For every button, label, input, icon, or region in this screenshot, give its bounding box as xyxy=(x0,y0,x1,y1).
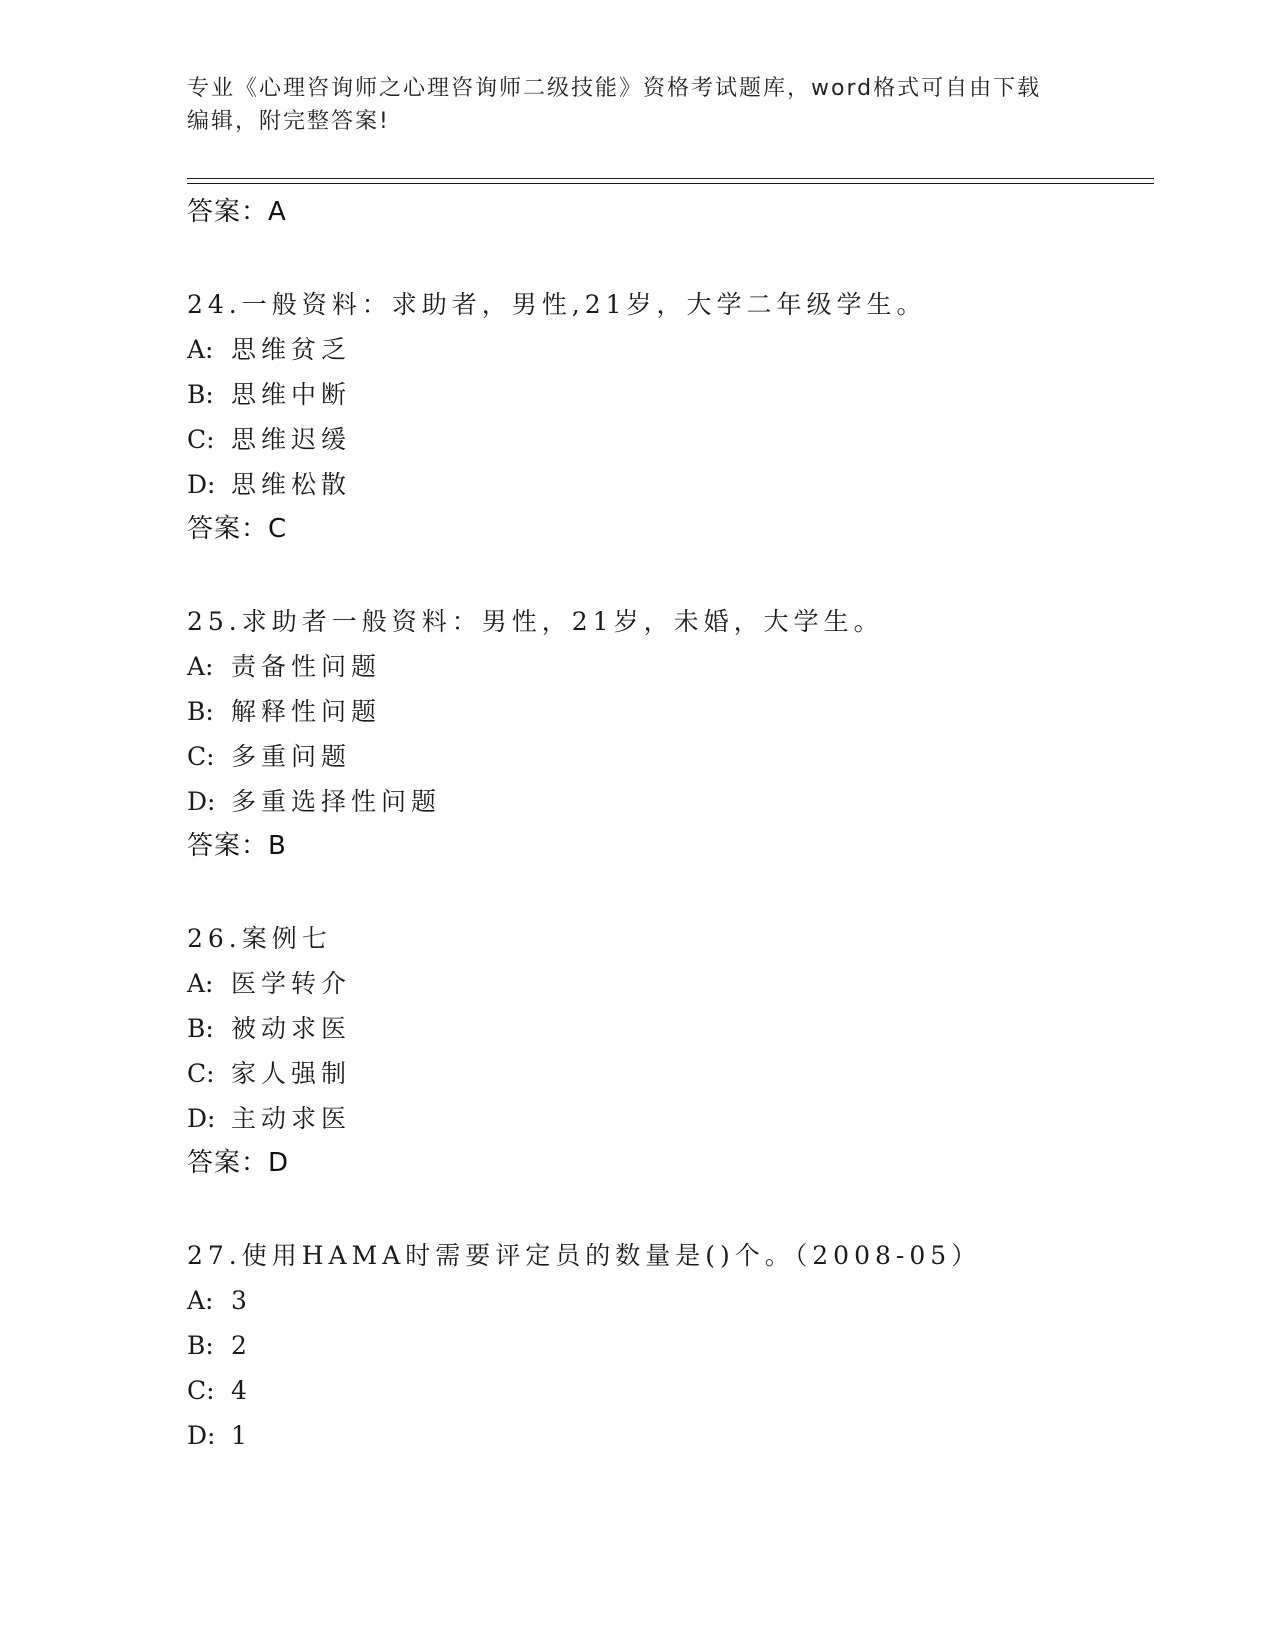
answer-line: 答案：C xyxy=(187,514,288,544)
question-block xyxy=(187,916,1147,1186)
option-b xyxy=(187,372,1147,417)
option-b xyxy=(187,1323,1147,1368)
option-key: A: xyxy=(187,969,214,998)
question-stem: 26.案例七 xyxy=(187,924,332,953)
option-text: 多重问题 xyxy=(231,742,352,771)
option-key: C: xyxy=(187,425,215,454)
spacer xyxy=(187,552,1147,599)
spacer xyxy=(187,235,1147,282)
option-text: 解释性问题 xyxy=(231,697,382,726)
option-key: B: xyxy=(187,697,214,726)
option-text: 思维中断 xyxy=(231,380,352,409)
option-key: B: xyxy=(187,1331,214,1360)
option-c xyxy=(187,734,1147,779)
header-divider-top xyxy=(187,178,1154,179)
option-a xyxy=(187,1278,1147,1323)
question-stem: 25.求助者一般资料：男性，21岁，未婚，大学生。 xyxy=(187,607,884,636)
header-divider-bottom xyxy=(187,183,1154,184)
option-text: 医学转介 xyxy=(231,969,352,998)
question-block xyxy=(187,282,1147,552)
option-text: 被动求医 xyxy=(231,1014,352,1043)
option-text: 思维松散 xyxy=(231,470,352,499)
lead-answer: 答案：A xyxy=(187,197,287,227)
question-block xyxy=(187,1233,1147,1458)
option-d xyxy=(187,1413,1147,1458)
option-c xyxy=(187,417,1147,462)
option-c xyxy=(187,1368,1147,1413)
option-key: A: xyxy=(187,335,214,364)
option-key: D: xyxy=(187,1421,216,1450)
option-d xyxy=(187,1096,1147,1141)
option-key: D: xyxy=(187,787,216,816)
option-a xyxy=(187,644,1147,689)
option-key: A: xyxy=(187,652,214,681)
question-list xyxy=(187,190,1147,1458)
option-text: 主动求医 xyxy=(231,1104,352,1133)
answer-line: 答案：B xyxy=(187,831,287,861)
option-key: D: xyxy=(187,1104,216,1133)
option-text: 1 xyxy=(231,1421,252,1450)
spacer xyxy=(187,1186,1147,1233)
option-text: 多重选择性问题 xyxy=(231,787,442,816)
option-b xyxy=(187,1006,1147,1051)
question-stem: 24.一般资料：求助者，男性,21岁，大学二年级学生。 xyxy=(187,290,927,319)
document-header xyxy=(187,72,1067,138)
question-block xyxy=(187,599,1147,869)
option-key: C: xyxy=(187,1376,215,1405)
option-d xyxy=(187,779,1147,824)
header-line-2: 编辑，附完整答案! xyxy=(187,109,390,134)
option-b xyxy=(187,689,1147,734)
option-key: A: xyxy=(187,1286,214,1315)
option-text: 责备性问题 xyxy=(231,652,382,681)
option-key: D: xyxy=(187,470,216,499)
option-c xyxy=(187,1051,1147,1096)
option-key: B: xyxy=(187,1014,214,1043)
option-text: 2 xyxy=(231,1331,252,1360)
option-text: 3 xyxy=(231,1286,252,1315)
option-text: 4 xyxy=(231,1376,252,1405)
option-text: 思维迟缓 xyxy=(231,425,352,454)
answer-line: 答案：D xyxy=(187,1148,290,1178)
option-a xyxy=(187,961,1147,1006)
header-line-1: 专业《心理咨询师之心理咨询师二级技能》资格考试题库，word格式可自由下载 xyxy=(187,76,1042,101)
option-key: C: xyxy=(187,1059,215,1088)
option-text: 家人强制 xyxy=(231,1059,352,1088)
option-d xyxy=(187,462,1147,507)
option-key: C: xyxy=(187,742,215,771)
option-key: B: xyxy=(187,380,214,409)
spacer xyxy=(187,869,1147,916)
question-stem: 27.使用HAMA时需要评定员的数量是()个。（2008-05） xyxy=(187,1241,982,1270)
option-a xyxy=(187,327,1147,372)
option-text: 思维贫乏 xyxy=(231,335,352,364)
